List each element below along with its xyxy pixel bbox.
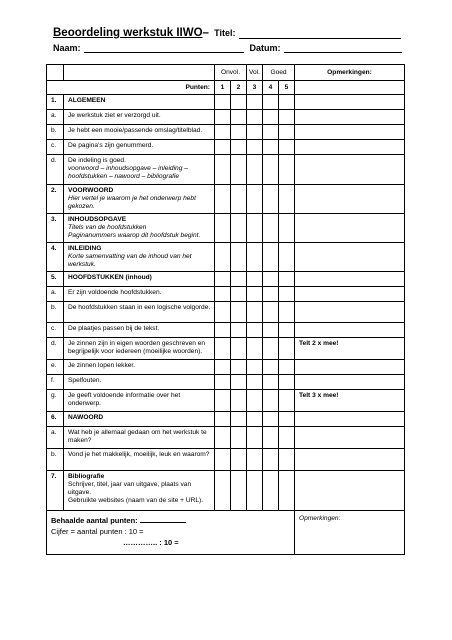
criteria-subtext: Titels van de hoofdstukken Paginanummers waarop dit hoofdstuk begint. (68, 224, 201, 239)
score-cell-4[interactable] (263, 243, 279, 272)
criteria-text: Spelfouten. (68, 377, 102, 384)
row-number: a. (47, 287, 64, 302)
score-cell-3[interactable] (247, 125, 263, 140)
row-number: f. (47, 375, 64, 390)
criteria-text: Je zinnen lopen lekker. (68, 362, 136, 369)
score-cell-5[interactable] (279, 427, 295, 449)
row-number: d. (47, 155, 64, 185)
score-cell-4[interactable] (263, 375, 279, 390)
score-cell-5[interactable] (279, 302, 295, 323)
remark-cell[interactable]: Telt 3 x mee! (295, 390, 405, 412)
score-cell-5[interactable] (279, 390, 295, 412)
row-number: a. (47, 427, 64, 449)
criteria-row (47, 471, 405, 511)
criteria-text: Vond je het makkelijk, moeilijk, leuk en waarom? (68, 451, 210, 458)
remark-cell[interactable] (295, 287, 405, 302)
remark-cell[interactable] (295, 449, 405, 471)
remark-cell[interactable] (295, 243, 405, 272)
column-header-row (47, 65, 405, 81)
score-cell-4[interactable] (263, 272, 279, 287)
remark-cell[interactable] (295, 140, 405, 155)
remark-cell[interactable] (295, 185, 405, 214)
score-cell-2[interactable] (231, 214, 247, 243)
score-cell-2[interactable] (231, 390, 247, 412)
score-cell-2[interactable] (231, 427, 247, 449)
score-cell-1[interactable] (215, 375, 231, 390)
opmerkingen-header: Opmerkingen: (295, 65, 405, 81)
score-cell-1[interactable] (215, 449, 231, 471)
score-cell-1[interactable] (215, 302, 231, 323)
form-title (53, 27, 401, 39)
points-5: 5 (279, 81, 295, 95)
score-cell-4[interactable] (263, 449, 279, 471)
row-number: a. (47, 110, 64, 125)
score-cell-1[interactable] (215, 338, 231, 360)
criteria-cell (64, 390, 215, 412)
score-cell-2[interactable] (231, 302, 247, 323)
goed-header: Goed (263, 65, 295, 81)
criteria-cell (64, 110, 215, 125)
score-cell-1[interactable] (215, 185, 231, 214)
empty-header (64, 65, 215, 81)
score-cell-5[interactable] (279, 272, 295, 287)
score-cell-2[interactable] (231, 360, 247, 375)
criteria-cell (64, 338, 215, 360)
criteria-subtext: Hier vertel je waarom je het onderwerp hebt gekozen. (68, 195, 196, 210)
score-cell-4[interactable] (263, 412, 279, 427)
title-dash: – (202, 27, 213, 39)
criteria-text: De hoofdstukken staan in een logische volgorde. (68, 304, 211, 311)
score-cell-3[interactable] (247, 323, 263, 338)
score-cell-3[interactable] (247, 427, 263, 449)
score-cell-1[interactable] (215, 323, 231, 338)
criteria-subtext: Schrijver, titel, jaar van uitgave, plaats van uitgave. Gebruikte websites (naam van de site + URL). (68, 481, 204, 504)
empty-corner (47, 65, 64, 81)
row-number: 7. (47, 471, 64, 511)
datum-label: Datum: (249, 43, 281, 53)
remark-cell[interactable] (295, 155, 405, 185)
remark-cell[interactable] (295, 323, 405, 338)
score-cell-2[interactable] (231, 272, 247, 287)
criteria-row (47, 214, 405, 243)
score-cell-2[interactable] (231, 338, 247, 360)
score-cell-2[interactable] (231, 125, 247, 140)
score-cell-2[interactable] (231, 110, 247, 125)
score-cell-1[interactable] (215, 95, 231, 110)
criteria-row (47, 125, 405, 140)
score-cell-5[interactable] (279, 323, 295, 338)
score-cell-2[interactable] (231, 95, 247, 110)
punten-row (47, 81, 405, 95)
divide-by-ten: : 10 = (157, 538, 179, 547)
remark-cell[interactable] (295, 125, 405, 140)
criteria-cell (64, 375, 215, 390)
naam-label: Naam: (53, 43, 81, 53)
criteria-cell (64, 155, 215, 185)
score-cell-2[interactable] (231, 412, 247, 427)
score-cell-2[interactable] (231, 471, 247, 511)
score-cell-4[interactable] (263, 155, 279, 185)
titel-field[interactable] (239, 38, 401, 39)
criteria-cell (64, 360, 215, 375)
criteria-cell (64, 125, 215, 140)
row-number: 5. (47, 272, 64, 287)
remark-cell[interactable] (295, 302, 405, 323)
criteria-cell (64, 140, 215, 155)
score-cell-1[interactable] (215, 214, 231, 243)
criteria-text: Er zijn voldoende hoofdstukken. (68, 289, 162, 296)
remark-cell[interactable] (295, 360, 405, 375)
criteria-cell (64, 302, 215, 323)
punten-label: Punten: (47, 81, 215, 95)
score-cell-5[interactable] (279, 110, 295, 125)
criteria-row (47, 272, 405, 287)
score-cell-3[interactable] (247, 140, 263, 155)
score-cell-3[interactable] (247, 412, 263, 427)
criteria-subtext: voorwoord – inhoudsopgave – inleiding – hoofdstukken – nawoord – bibliografie (68, 165, 188, 180)
criteria-row (47, 110, 405, 125)
criteria-cell (64, 214, 215, 243)
score-cell-5[interactable] (279, 338, 295, 360)
criteria-text: Je werkstuk ziet er verzorgd uit. (68, 112, 161, 119)
score-cell-5[interactable] (279, 125, 295, 140)
score-cell-1[interactable] (215, 412, 231, 427)
footer-row (47, 511, 405, 555)
row-number: b. (47, 302, 64, 323)
criteria-cell (64, 185, 215, 214)
form-title-text: Beoordeling werkstuk IIWO (53, 27, 203, 39)
criteria-text: De indeling is goed. (68, 157, 126, 164)
score-cell-4[interactable] (263, 287, 279, 302)
criteria-row (47, 243, 405, 272)
criteria-text: Je geeft voldoende informatie over het onderwerp. (68, 392, 181, 407)
row-number: c. (47, 140, 64, 155)
vol-header: Vol. (247, 65, 263, 81)
score-cell-3[interactable] (247, 338, 263, 360)
score-cell-5[interactable] (279, 95, 295, 110)
assessment-table (46, 64, 405, 555)
score-cell-1[interactable] (215, 155, 231, 185)
remark-cell[interactable] (295, 471, 405, 511)
score-cell-3[interactable] (247, 302, 263, 323)
points-2: 2 (231, 81, 247, 95)
score-cell-2[interactable] (231, 449, 247, 471)
row-number: d. (47, 338, 64, 360)
score-cell-4[interactable] (263, 302, 279, 323)
criteria-cell (64, 427, 215, 449)
score-cell-5[interactable] (279, 449, 295, 471)
score-cell-1[interactable] (215, 125, 231, 140)
remark-cell[interactable] (295, 427, 405, 449)
onvol-header: Onvol. (215, 65, 247, 81)
score-cell-3[interactable] (247, 360, 263, 375)
criteria-text: De plaatjes passen bij de tekst. (68, 325, 160, 332)
criteria-cell (64, 287, 215, 302)
score-cell-3[interactable] (247, 390, 263, 412)
criteria-cell (64, 323, 215, 338)
criteria-row (47, 155, 405, 185)
points-1: 1 (215, 81, 231, 95)
criteria-text: Je hebt een mooie/passende omslag/titelblad. (68, 127, 203, 134)
remark-cell[interactable] (295, 412, 405, 427)
criteria-text: ALGEMEEN (68, 97, 106, 104)
score-cell-4[interactable] (263, 95, 279, 110)
score-cell-4[interactable] (263, 125, 279, 140)
criteria-text: De pagina's zijn genummerd. (68, 142, 154, 149)
score-cell-1[interactable] (215, 287, 231, 302)
criteria-subtext: Korte samenvatting van de inhoud van het werkstuk. (68, 253, 192, 268)
score-cell-3[interactable] (247, 110, 263, 125)
row-number: g. (47, 390, 64, 412)
score-cell-5[interactable] (279, 471, 295, 511)
behaalde-label: Behaalde aantal punten: (51, 516, 138, 525)
score-cell-5[interactable] (279, 140, 295, 155)
score-cell-5[interactable] (279, 155, 295, 185)
score-cell-4[interactable] (263, 360, 279, 375)
score-cell-5[interactable] (279, 360, 295, 375)
score-dots[interactable]: ………….. (123, 538, 158, 547)
score-cell-5[interactable] (279, 214, 295, 243)
criteria-row (47, 140, 405, 155)
score-cell-2[interactable] (231, 323, 247, 338)
score-cell-3[interactable] (247, 243, 263, 272)
score-cell-4[interactable] (263, 214, 279, 243)
score-cell-5[interactable] (279, 287, 295, 302)
row-number: e. (47, 360, 64, 375)
criteria-row (47, 338, 405, 360)
score-cell-4[interactable] (263, 140, 279, 155)
criteria-cell (64, 412, 215, 427)
naam-field[interactable] (84, 52, 244, 53)
score-cell-5[interactable] (279, 412, 295, 427)
footer-opmerkingen[interactable]: Opmerkingen: (295, 511, 405, 555)
score-cell-4[interactable] (263, 110, 279, 125)
score-cell-2[interactable] (231, 140, 247, 155)
score-cell-1[interactable] (215, 471, 231, 511)
criteria-text: INLEIDING (68, 245, 102, 252)
row-number: 6. (47, 412, 64, 427)
score-cell-2[interactable] (231, 185, 247, 214)
score-cell-1[interactable] (215, 360, 231, 375)
score-cell-1[interactable] (215, 110, 231, 125)
score-cell-1[interactable] (215, 390, 231, 412)
criteria-row (47, 412, 405, 427)
criteria-text: Wat heb je allemaal gedaan om het werkstuk te maken? (68, 429, 207, 444)
behaalde-field[interactable] (140, 522, 186, 523)
criteria-cell (64, 243, 215, 272)
score-cell-3[interactable] (247, 272, 263, 287)
points-3: 3 (247, 81, 263, 95)
criteria-row (47, 185, 405, 214)
score-cell-3[interactable] (247, 471, 263, 511)
score-cell-4[interactable] (263, 185, 279, 214)
criteria-text: Bibliografie (68, 473, 105, 480)
cijfer-line: Cijfer = aantal punten : 10 = (51, 527, 144, 536)
score-cell-2[interactable] (231, 287, 247, 302)
criteria-cell (64, 95, 215, 110)
score-cell-3[interactable] (247, 185, 263, 214)
criteria-cell (64, 471, 215, 511)
criteria-row (47, 360, 405, 375)
criteria-row (47, 95, 405, 110)
score-cell-3[interactable] (247, 287, 263, 302)
criteria-row (47, 375, 405, 390)
points-4: 4 (263, 81, 279, 95)
score-cell-4[interactable] (263, 338, 279, 360)
score-cell-4[interactable] (263, 323, 279, 338)
row-number: 2. (47, 185, 64, 214)
score-summary (47, 511, 295, 555)
row-number: c. (47, 323, 64, 338)
score-cell-2[interactable] (231, 155, 247, 185)
row-number: b. (47, 125, 64, 140)
criteria-row (47, 323, 405, 338)
score-cell-1[interactable] (215, 140, 231, 155)
criteria-text: HOOFDSTUKKEN (inhoud) (68, 274, 152, 281)
criteria-row (47, 287, 405, 302)
punten-remark (295, 81, 405, 95)
remark-cell[interactable]: Telt 2 x mee! (295, 338, 405, 360)
remark-cell[interactable] (295, 375, 405, 390)
row-number: 3. (47, 214, 64, 243)
score-cell-3[interactable] (247, 214, 263, 243)
criteria-text: INHOUDSOPGAVE (68, 216, 127, 223)
criteria-text: Je zinnen zijn in eigen woorden geschreven en begrijpelijk voor iedereen (moeilijke woorden). (68, 340, 206, 355)
criteria-text: VOORWOORD (68, 187, 114, 194)
criteria-row (47, 302, 405, 323)
score-cell-5[interactable] (279, 243, 295, 272)
row-number: 4. (47, 243, 64, 272)
row-number: 1. (47, 95, 64, 110)
name-date-line (53, 43, 402, 53)
remark-cell[interactable] (295, 272, 405, 287)
criteria-row (47, 427, 405, 449)
score-cell-4[interactable] (263, 427, 279, 449)
remark-cell[interactable] (295, 214, 405, 243)
score-cell-1[interactable] (215, 427, 231, 449)
row-number: b. (47, 449, 64, 471)
score-cell-2[interactable] (231, 375, 247, 390)
score-cell-3[interactable] (247, 375, 263, 390)
criteria-row (47, 449, 405, 471)
remark-cell[interactable] (295, 110, 405, 125)
titel-label: Titel: (214, 28, 236, 38)
score-cell-1[interactable] (215, 243, 231, 272)
remark-cell[interactable] (295, 95, 405, 110)
score-cell-5[interactable] (279, 375, 295, 390)
score-cell-3[interactable] (247, 449, 263, 471)
score-cell-1[interactable] (215, 272, 231, 287)
datum-field[interactable] (284, 52, 402, 53)
score-cell-4[interactable] (263, 390, 279, 412)
criteria-cell (64, 449, 215, 471)
criteria-cell (64, 272, 215, 287)
score-cell-5[interactable] (279, 185, 295, 214)
score-cell-4[interactable] (263, 471, 279, 511)
criteria-row (47, 390, 405, 412)
score-cell-3[interactable] (247, 95, 263, 110)
criteria-text: NAWOORD (68, 414, 104, 421)
score-cell-2[interactable] (231, 243, 247, 272)
score-cell-3[interactable] (247, 155, 263, 185)
